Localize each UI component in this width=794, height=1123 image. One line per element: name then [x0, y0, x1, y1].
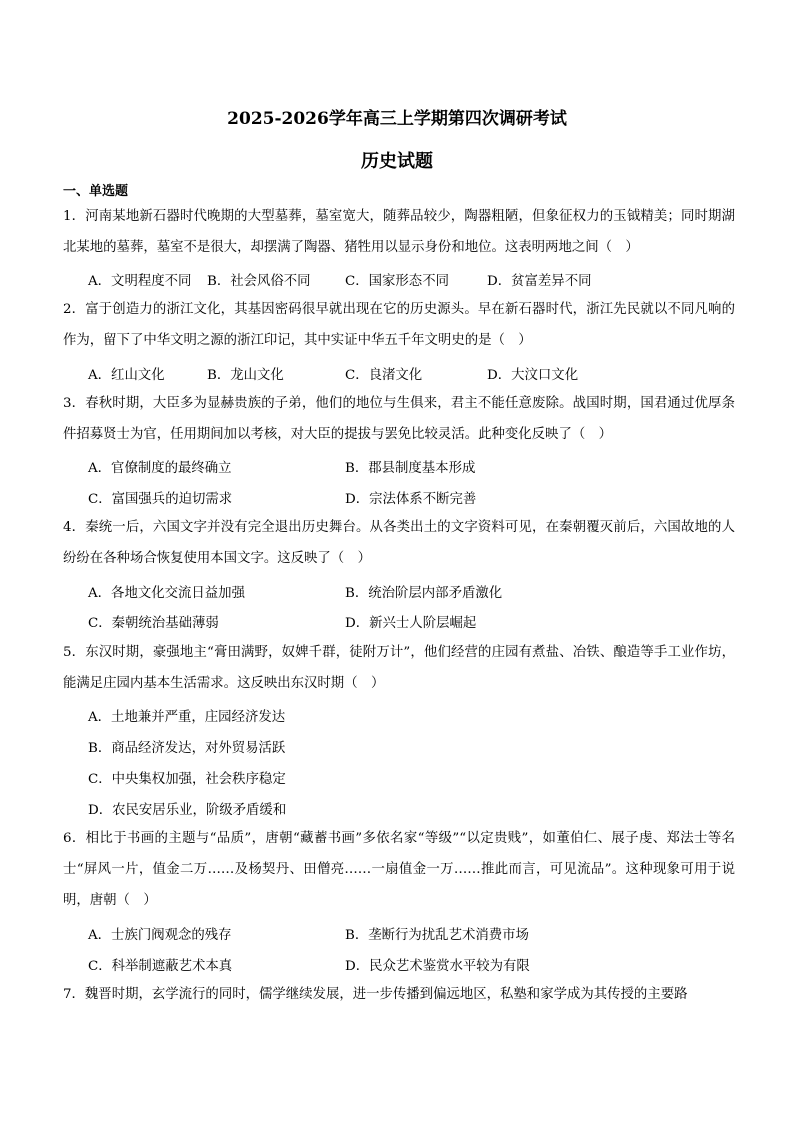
question-2-option-a: A．红山文化 [88, 368, 165, 383]
question-7-stem: 7．魏晋时期，玄学流行的同时，儒学继续发展，进一步传播到偏远地区，私塾和家学成为其传授的主要路 [63, 987, 688, 1002]
question-5-stem: 5．东汉时期，豪强地主“膏田满野，奴婢千群，徒附万计”，他们经营的庄园有煮盐、冶铁、酿造等手工业作坊，能满足庄园内基本生活需求。这反映出东汉时期（ ） [63, 645, 735, 691]
question-5-option-a: A．土地兼并严重，庄园经济发达 [88, 710, 286, 725]
question-1-option-d: D．贫富差异不同 [487, 274, 592, 289]
question-6-option-b: B．垄断行为扰乱艺术消费市场 [345, 928, 529, 943]
exam-subject: 历史试题 [361, 151, 433, 172]
question-2-stem: 2．富于创造力的浙江文化，其基因密码很早就出现在它的历史源头。早在新石器时代，浙江先民就以不同凡响的作为，留下了中华文明之源的浙江印记，其中实证中华五千年文明史的是（ ） [63, 302, 735, 348]
question-3-option-c: C．富国强兵的迫切需求 [88, 492, 233, 507]
question-4-option-a: A．各地文化交流日益加强 [88, 586, 245, 601]
question-6-stem: 6．相比于书画的主题与“品质”，唐朝“藏蓄书画”多依名家“等级”“以定贵贱”，如董伯仁、展子虔、郑法士等名士“屏风一片，值金二万……及杨契丹、田僧亮……一扇值金一万……推此而言，可见流品”。这种现象可用于说明，唐朝（ ） [63, 831, 735, 908]
exam-title: 2025-2026学年高三上学期第四次调研考试 [227, 109, 567, 129]
question-4-stem: 4．秦统一后，六国文字并没有完全退出历史舞台。从各类出土的文字资料可见，在秦朝覆灭前后，六国故地的人纷纷在各种场合恢复使用本国文字。这反映了（ ） [63, 520, 735, 566]
question-2-option-d: D．大汶口文化 [487, 368, 579, 383]
question-4-option-d: D．新兴士人阶层崛起 [345, 616, 477, 631]
question-1-option-b: B．社会风俗不同 [207, 274, 311, 289]
question-5-option-c: C．中央集权加强，社会秩序稳定 [88, 772, 286, 787]
question-3-option-d: D．宗法体系不断完善 [345, 492, 477, 507]
question-2-option-b: B．龙山文化 [207, 368, 284, 383]
question-1-option-c: C．国家形态不同 [345, 274, 449, 289]
question-3-option-a: A．官僚制度的最终确立 [88, 461, 232, 476]
question-3-stem: 3．春秋时期，大臣多为显赫贵族的子弟，他们的地位与生俱来，君主不能任意废除。战国时期，国君通过优厚条件招募贤士为官，任用期间加以考核，对大臣的提拔与罢免比较灵活。此种变化反映了（ ） [63, 396, 735, 442]
question-4-option-b: B．统治阶层内部矛盾激化 [345, 586, 503, 601]
question-5-option-b: B．商品经济发达，对外贸易活跃 [88, 741, 286, 756]
question-6-option-d: D．民众艺术鉴赏水平较为有限 [345, 959, 530, 974]
section-heading: 一、单选题 [63, 184, 129, 199]
question-6-option-c: C．科举制遮蔽艺术本真 [88, 959, 233, 974]
question-1-option-a: A．文明程度不同 [88, 274, 192, 289]
question-5-option-d: D．农民安居乐业，阶级矛盾缓和 [88, 803, 287, 818]
question-4-option-c: C．秦朝统治基础薄弱 [88, 616, 219, 631]
question-1-stem: 1．河南某地新石器时代晚期的大型墓葬，墓室宽大，随葬品较少，陶器粗陋，但象征权力的玉钺精美；同时期湖北某地的墓葬，墓室不是很大，却摆满了陶器、猪牲用以显示身份和地位。这表明两地之间（ ） [63, 209, 735, 255]
question-3-option-b: B．郡县制度基本形成 [345, 461, 476, 476]
question-2-option-c: C．良渚文化 [345, 368, 423, 383]
question-6-option-a: A．士族门阀观念的残存 [88, 928, 232, 943]
